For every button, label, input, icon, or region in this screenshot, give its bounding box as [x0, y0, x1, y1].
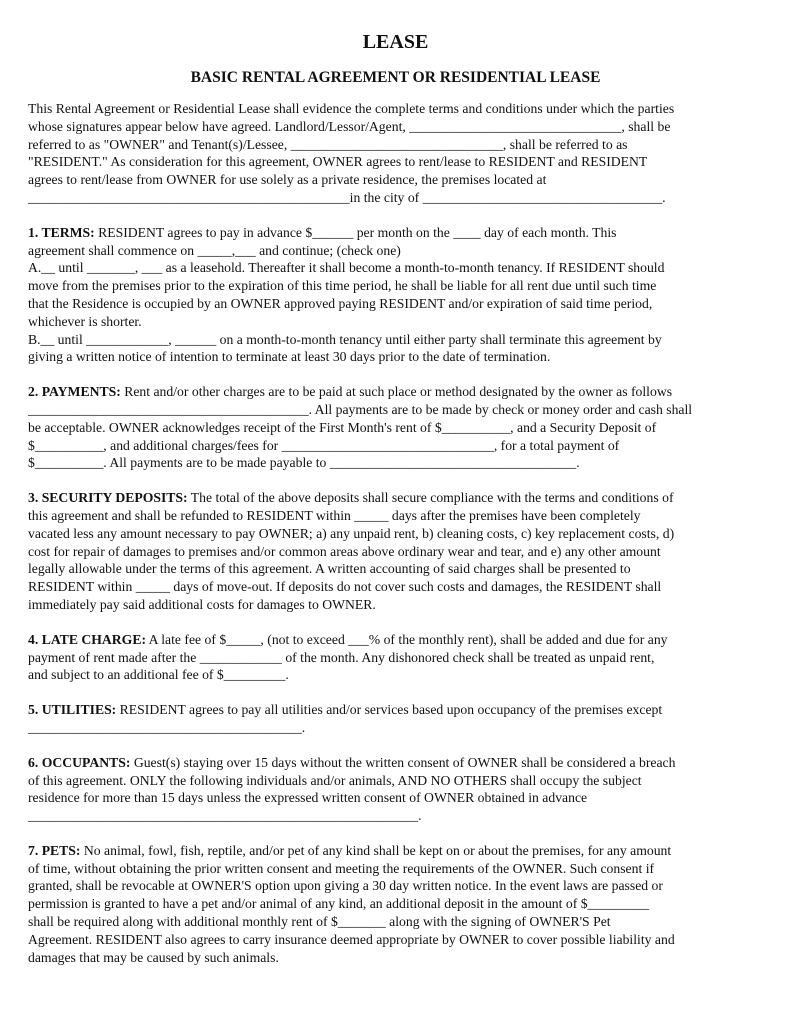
text-line: move from the premises prior to the expiration of this time period, he shall be liable for all rent due until such time [28, 278, 657, 294]
text-line: be acceptable. OWNER acknowledges receipt of the First Month's rent of $__________, and a Security Deposit of [28, 419, 657, 435]
document-subtitle: BASIC RENTAL AGREEMENT OR RESIDENTIAL LEASE [190, 69, 601, 86]
section-label: 6. OCCUPANTS: [28, 754, 131, 770]
text-line: Guest(s) staying over 15 days without the written consent of OWNER shall be considered a breach [130, 754, 676, 770]
section-label: 7. PETS: [28, 842, 81, 858]
text-line: No animal, fowl, fish, reptile, and/or pet of any kind shall be kept on or about the premises, for any amount [80, 842, 672, 858]
text-line: referred to as "OWNER" and Tenant(s)/Lessee, _______________________________, shall be referred to as [28, 136, 628, 152]
section-label: 4. LATE CHARGE: [28, 631, 147, 647]
section-label: 2. PAYMENTS: [28, 384, 121, 400]
text-line: of time, without obtaining the prior written consent and meeting the requirements of the OWNER. Such consent if [28, 860, 655, 876]
section-pets [28, 842, 763, 967]
text-line: agreement shall commence on _____,___ and continue; (check one) [28, 242, 401, 258]
text-line: RESIDENT agrees to pay all utilities and/or services based upon occupancy of the premises except [116, 702, 663, 718]
text-line: residence for more than 15 days unless the expressed written consent of OWNER obtained in advance [28, 790, 588, 806]
text-line: _________________________________________________________. [28, 808, 422, 824]
section-occupants [28, 754, 763, 825]
text-line: "RESIDENT." As consideration for this agreement, OWNER agrees to rent/lease to RESIDENT and RESIDENT [28, 154, 648, 170]
text-line: A late fee of $_____, (not to exceed ___% of the monthly rent), shall be added and due for any [146, 631, 668, 647]
text-line: The total of the above deposits shall secure compliance with the terms and conditions of [187, 490, 674, 506]
section-label: 3. SECURITY DEPOSITS: [28, 490, 188, 506]
text-line: A.__ until _______, ___ as a leasehold. Thereafter it shall become a month-to-month tenancy. If RESIDENT should [28, 260, 665, 276]
text-line: giving a written notice of intention to terminate at least 30 days prior to the date of termination. [28, 349, 551, 365]
text-line: legally allowable under the terms of this agreement. A written accounting of said charges shall be presented to [28, 561, 631, 577]
text-line: payment of rent made after the ____________ of the month. Any dishonored check shall be treated as unpaid rent, [28, 649, 655, 665]
text-line: whose signatures appear below have agreed. Landlord/Lessor/Agent, _______________________________, shall be [28, 118, 671, 134]
text-line: $__________, and additional charges/fees for _______________________________, for a total payment of [28, 437, 620, 453]
text-line: shall be required along with additional monthly rent of $_______ along with the signing of OWNER'S Pet [28, 914, 611, 930]
text-line: permission is granted to have a pet and/or animal of any kind, an additional deposit in the amount of $_________ [28, 896, 650, 912]
document-title: LEASE [362, 31, 429, 53]
text-line: Rent and/or other charges are to be paid at such place or method designated by the owner as follows [120, 384, 673, 400]
section-label: 5. UTILITIES: [28, 702, 117, 718]
text-line: agrees to rent/lease from OWNER for use solely as a private residence, the premises located at [28, 172, 547, 188]
text-line: ________________________________________. [28, 719, 306, 735]
text-line: Agreement. RESIDENT also agrees to carry insurance deemed appropriate by OWNER to cover possible liability and [28, 931, 675, 947]
section-intro [28, 100, 763, 207]
text-line: vacated less any amount necessary to pay OWNER; a) any unpaid rent, b) cleaning costs, c) key replacement costs, d) [28, 525, 675, 541]
text-line: damages that may be caused by such animals. [28, 949, 279, 965]
text-line: granted, shall be revocable at OWNER'S option upon giving a 30 day written notice. In the event laws are passed or [28, 878, 663, 894]
text-line: RESIDENT agrees to pay in advance $______ per month on the ____ day of each month. This [94, 224, 617, 240]
text-line: This Rental Agreement or Residential Lease shall evidence the complete terms and conditions under which the parties [28, 101, 675, 116]
text-line: this agreement and shall be refunded to RESIDENT within _____ days after the premises have been completely [28, 507, 641, 523]
text-line: B.__ until ____________, ______ on a month-to-month tenancy until either party shall terminate this agreement by [28, 331, 662, 347]
section-utilities [28, 701, 763, 737]
section-security-deposits [28, 489, 763, 614]
section-payments [28, 383, 763, 472]
text-line: of this agreement. ONLY the following individuals and/or animals, AND NO OTHERS shall occupy the subject [28, 772, 642, 788]
text-line: whichever is shorter. [28, 313, 142, 329]
section-late-charge [28, 631, 763, 684]
text-line: _______________________________________________in the city of ___________________________________. [28, 189, 666, 205]
text-line: $__________. All payments are to be made payable to ____________________________________. [28, 455, 580, 471]
text-line: RESIDENT within _____ days of move-out. If deposits do not cover such costs and damages, the RESIDENT shall [28, 579, 662, 595]
text-line: _________________________________________. All payments are to be made by check or money order and cash shall [28, 401, 693, 417]
text-line: immediately pay said additional costs for damages to OWNER. [28, 596, 376, 612]
section-label: 1. TERMS: [28, 224, 95, 240]
section-terms [28, 224, 763, 366]
text-line: and subject to an additional fee of $_________. [28, 667, 289, 683]
text-line: that the Residence is occupied by an OWNER approved paying RESIDENT and/or expiration of said time period, [28, 295, 653, 311]
text-line: cost for repair of damages to premises and/or common areas above ordinary wear and tear, and e) any other amount [28, 543, 661, 559]
